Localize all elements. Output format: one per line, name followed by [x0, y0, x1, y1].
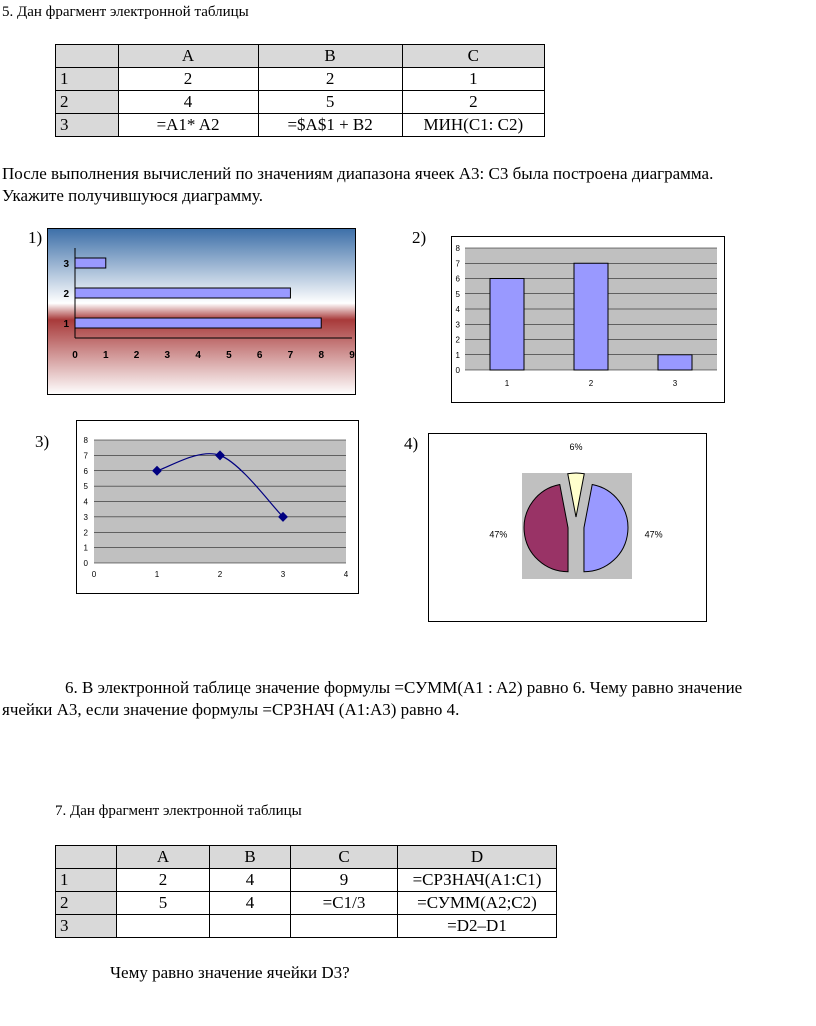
row-header-1: 1 [56, 869, 117, 892]
cell-a1: 2 [117, 869, 210, 892]
chart1-x-tick-label: 5 [226, 350, 232, 361]
chart2-x-tick-label: 1 [504, 379, 510, 388]
chart1-y-tick-label: 1 [63, 319, 69, 330]
chart3-x-tick-label: 2 [217, 570, 223, 579]
chart1-x-tick-label: 4 [195, 350, 201, 361]
chart1-x-tick-label: 7 [287, 350, 294, 361]
col-header-c: C [291, 846, 398, 869]
col-header-d: D [398, 846, 557, 869]
cell-b2: 5 [258, 91, 402, 114]
chart3-x-tick-label: 4 [343, 570, 349, 579]
chart1-bar [75, 258, 106, 268]
cell-a3: =A1* A2 [118, 114, 258, 137]
chart2-bar [658, 355, 692, 370]
col-header-b: B [258, 45, 402, 68]
cell-a2: 5 [117, 892, 210, 915]
task6-line1: 6. В электронной таблице значение формулы =СУММ(A1 : A2) равно 6. Чему равно значение [65, 678, 743, 697]
cell-b1: 4 [210, 869, 291, 892]
cell-a1: 2 [118, 68, 258, 91]
chart2-bar [490, 279, 524, 371]
chart3-x-tick-label: 0 [91, 570, 97, 579]
col-header-c: C [402, 45, 544, 68]
chart1-x-tick-label: 0 [72, 350, 78, 361]
row-header-2: 2 [56, 91, 119, 114]
row-header-3: 3 [56, 114, 119, 137]
chart2-x-tick-label: 2 [588, 379, 594, 388]
chart3-y-tick-label: 4 [83, 497, 88, 507]
chart1-x-tick-label: 2 [133, 350, 140, 361]
task7-table [55, 845, 557, 938]
chart2-y-tick-label: 0 [455, 366, 460, 375]
chart2-y-tick-label: 4 [455, 305, 460, 314]
chart-pie [428, 433, 708, 623]
chart3-y-tick-label: 1 [83, 543, 88, 553]
chart2-y-tick-label: 7 [455, 259, 460, 269]
col-header-a: A [117, 846, 210, 869]
chart2-x-tick-label: 3 [672, 379, 678, 388]
cell-c1: 1 [402, 68, 544, 91]
corner-cell [56, 45, 119, 68]
row-header-1: 1 [56, 68, 119, 91]
chart2-y-tick-label: 2 [455, 335, 460, 345]
cell-b3: =$A$1 + B2 [258, 114, 402, 137]
chart3-y-tick-label: 3 [83, 512, 88, 522]
chart4-slice-label: 47% [644, 529, 663, 540]
cell-a2: 4 [118, 91, 258, 114]
chart1-x-tick-label: 8 [318, 350, 325, 361]
chart3-x-tick-label: 3 [280, 570, 286, 579]
cell-d3: =D2–D1 [398, 915, 557, 938]
task5-table [55, 44, 545, 137]
col-header-b: B [210, 846, 291, 869]
cell-b2: 4 [210, 892, 291, 915]
chart2-y-tick-label: 3 [455, 320, 460, 330]
chart1-x-tick-label: 3 [164, 350, 171, 361]
row-header-3: 3 [56, 915, 117, 938]
option-label-4: 4) [404, 434, 419, 453]
cell-c3: МИН(С1: С2) [402, 114, 544, 137]
task7-title: 7. Дан фрагмент электронной таблицы [55, 803, 302, 819]
chart1-y-tick-label: 3 [63, 259, 69, 270]
chart-vertical-bar [451, 236, 726, 404]
chart3-y-tick-label: 6 [83, 466, 88, 476]
task5-title: 5. Дан фрагмент электронной таблицы [2, 4, 249, 20]
cell-d2: =СУММ(A2;C2) [398, 892, 557, 915]
corner-cell [56, 846, 117, 869]
cell-c2: 2 [402, 91, 544, 114]
cell-d1: =СРЗНАЧ(A1:C1) [398, 869, 557, 892]
cell-c1: 9 [291, 869, 398, 892]
chart3-x-tick-label: 1 [154, 570, 160, 579]
cell-b3 [210, 915, 291, 938]
chart1-x-tick-label: 9 [349, 350, 355, 361]
option-label-2: 2) [412, 228, 427, 247]
chart2-bar [574, 263, 608, 370]
chart2-y-tick-label: 6 [455, 274, 460, 284]
chart4-slice-label: 6% [569, 442, 583, 452]
option-label-1: 1) [28, 228, 43, 247]
cell-b1: 2 [258, 68, 402, 91]
col-header-a: A [118, 45, 258, 68]
chart-horizontal-bar [47, 228, 357, 396]
chart3-y-tick-label: 5 [83, 482, 88, 492]
chart2-y-tick-label: 1 [455, 350, 460, 360]
chart1-background [48, 229, 356, 395]
task5-question-line2: Укажите получившуюся диаграмму. [2, 186, 263, 205]
chart1-bar [75, 288, 290, 298]
cell-c2: =C1/3 [291, 892, 398, 915]
option-label-3: 3) [35, 432, 50, 451]
cell-c3 [291, 915, 398, 938]
chart-line [76, 420, 360, 595]
task7-question: Чему равно значение ячейки D3? [110, 963, 350, 982]
chart1-y-tick-label: 2 [63, 289, 69, 300]
chart1-x-tick-label: 6 [256, 350, 263, 361]
cell-a3 [117, 915, 210, 938]
chart4-slice-label: 47% [489, 529, 508, 540]
chart2-y-tick-label: 8 [455, 244, 460, 253]
chart1-bar [75, 318, 321, 328]
chart3-y-tick-label: 2 [83, 528, 88, 538]
chart1-x-tick-label: 1 [102, 350, 109, 361]
row-header-2: 2 [56, 892, 117, 915]
chart3-y-tick-label: 8 [83, 436, 88, 445]
chart2-y-tick-label: 5 [455, 289, 460, 299]
chart3-y-tick-label: 0 [83, 559, 88, 568]
chart3-y-tick-label: 7 [83, 451, 88, 461]
task6-line2: ячейки A3, если значение формулы =СРЗНАЧ (A1:A3) равно 4. [2, 700, 460, 719]
task5-question-line1: После выполнения вычислений по значениям диапазона ячеек А3: С3 была построена диаграмма. [2, 164, 714, 183]
